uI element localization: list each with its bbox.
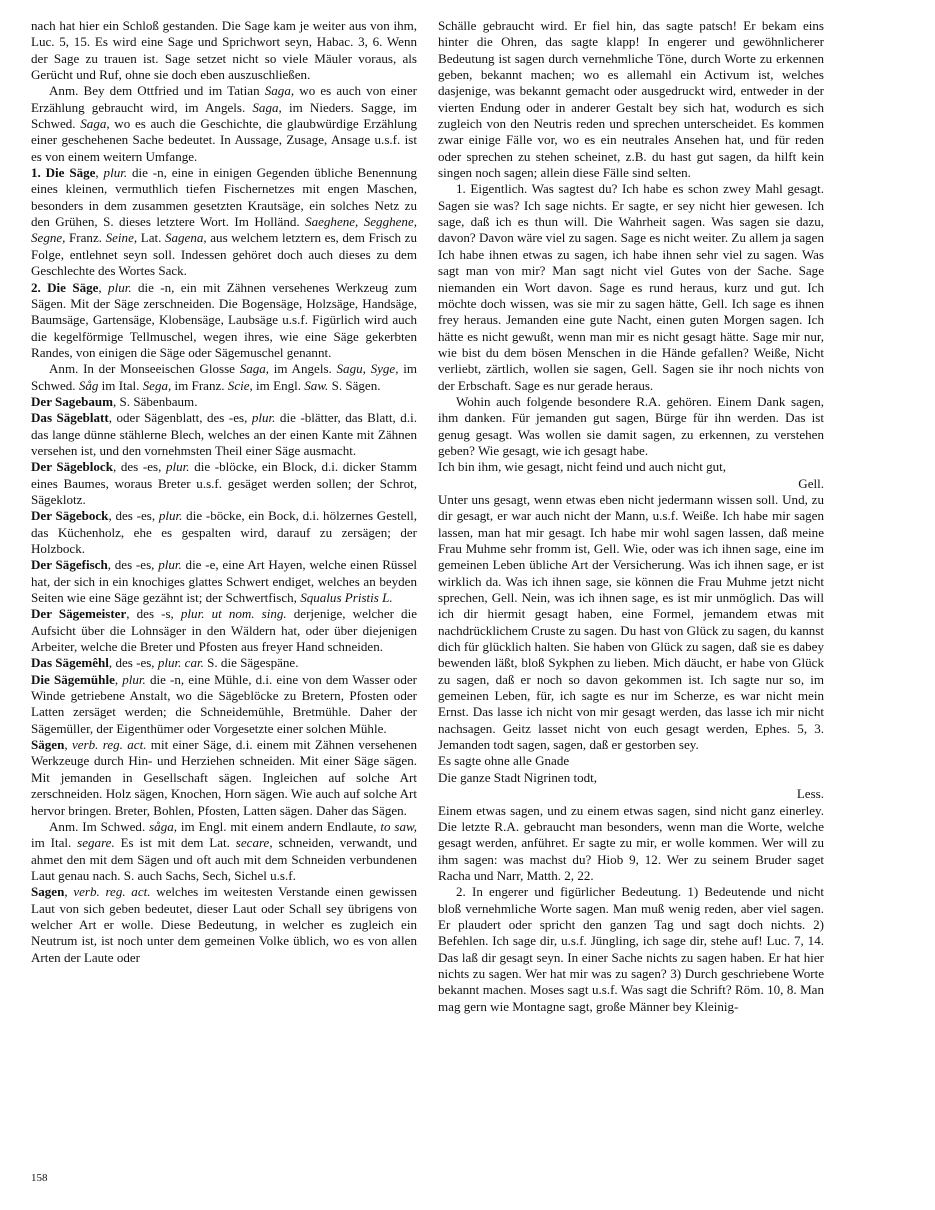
paragraph <box>31 459 417 508</box>
italic-text: Saga, <box>239 361 270 377</box>
headword: Die Sägemühle <box>31 671 115 687</box>
text-run: Anm. Im Schwed. <box>49 818 150 834</box>
paragraph <box>438 884 824 1015</box>
headword: Sägen <box>31 737 65 753</box>
text-run: mit einer Säge, d.i. einem mit Zähnen versehenen Werkzeuge durch Hin- und Herziehen schneiden. Mit einer Säge sägen. Mit jemanden in Gesellschaft sägen. Ingleichen auf solche Art zerschneiden. Holz sägen, Knochen, Horn sägen. Wie auch auf solche Art hervor bringen. Breter, Bohlen, Pfosten, Latten sägen. Daher das Sägen. <box>31 737 417 818</box>
italic-text: secare, <box>235 835 273 851</box>
italic-text: plur. <box>108 279 132 295</box>
headword: Der Sagebaum <box>31 393 114 409</box>
text-run: , <box>98 279 109 295</box>
text-run: Es ist mit dem Lat. <box>114 835 236 851</box>
text-run: Schälle gebraucht wird. Er fiel hin, das sagte patsch! Er bekam eins hinter die Ohren, das sagte klapp! In engerer und gewöhnlicherer Bedeutung ist sagen durch vernehmliche Töne, durch Worte zu erkennen geben, bekannt machen; wo es allemahl ein Activum ist, welches dasjenige, was bekannt gemacht oder ausgedruckt wird, entweder in der vierten Endung oder in anderer Gestalt bey sich hat, wodurch es sich zugleich von den Neutris reden und sprechen unterscheidet. Es kommen zwar einige Fälle vor, wo es ein neutrales Ansehen hat, und für reden oder sprechen zu stehen scheinet, z.B. du hast gut sagen, da hilft kein singen noch sagen; allein diese Fälle sind selten. <box>438 18 824 181</box>
text-run: im Ital. <box>31 835 78 851</box>
text-run: S. die Sägespäne. <box>203 655 299 671</box>
italic-text: Saw. <box>304 377 329 393</box>
text-run: , <box>114 671 123 687</box>
text-run: die -blöcke, ein Block, d.i. dicker Stamm eines Baumes, woraus Breter u.s.f. gesäget werden sollen; der Schrot, Sägeklotz. <box>31 459 417 507</box>
headword: Der Sägeblock <box>31 459 113 475</box>
headword: Das Sägemêhl <box>31 655 109 671</box>
text-run: , des -es, <box>108 655 158 671</box>
italic-text: Saga, <box>264 83 295 99</box>
italic-text: Såg <box>78 377 99 393</box>
page-number: 158 <box>31 1172 48 1184</box>
italic-text: plur. car. <box>157 655 204 671</box>
paragraph <box>31 672 417 737</box>
paragraph <box>438 18 824 181</box>
italic-text: plur. <box>103 165 128 181</box>
left-column <box>31 18 417 966</box>
italic-text: to saw, <box>380 818 418 834</box>
paragraph <box>31 606 417 655</box>
paragraph <box>438 181 824 393</box>
paragraph <box>31 819 417 884</box>
text-run: 2. In engerer und figürlicher Bedeutung. 1) Bedeutende und nicht bloß vernehmliche Worte sagen. Man muß wenig reden, aber viel sagen. Er plaudert oder spricht den ganzen Tag und sagt doch nichts. 2) Befehlen. Ich sage dir, u.s.f. Jüngling, ich sage dir, stehe auf! Luc. 7, 14. Das laß dir gesagt seyn. In einer Sache nichts zu sagen haben. Er hat hier nichts zu sagen. Wer hat mir was zu sagen? 3) Durch geschriebene Worte bekannt machen. Moses sagt u.s.f. Was sagt die Schrift? Röm. 10, 8. Man mag gern wie Montagne sagt, große Männer bey Kleinig- <box>438 884 824 1014</box>
paragraph <box>31 410 417 459</box>
text-run: im Ital. <box>98 377 143 393</box>
text-run: Franz. <box>65 230 106 246</box>
italic-text: Scie, <box>227 377 253 393</box>
text-run: , <box>64 884 74 900</box>
text-run: die -blätter, das Blatt, d.i. das lange dünne stählerne Blech, welches an der einen Kante mit Zähnen versehen ist, und den vornehmsten Theil einer Säge ausmacht. <box>31 410 417 458</box>
text-run: Die ganze Stadt Nigrinen todt, <box>438 769 598 785</box>
paragraph <box>438 394 824 459</box>
paragraph <box>31 280 417 362</box>
italic-text: plur. <box>122 671 146 687</box>
italic-text: Sagena, <box>164 230 207 246</box>
text-run: die -n, eine in einigen Gegenden übliche Benennung eines kleinen, vermuthlich tiefen Fischernetzes mit engen Maschen, besonders in dem zusammen gesetzten Krautsäge, ein solches Netz zu den Grühen, S. dieses letztere Wort. Im Holländ. <box>31 165 417 230</box>
italic-text: Saga, <box>80 116 110 132</box>
italic-text: Sagu, Syge, <box>336 361 399 377</box>
italic-text: Saga, <box>252 99 282 115</box>
italic-text: verb. reg. act. <box>71 737 147 753</box>
citation <box>438 476 824 492</box>
paragraph <box>31 508 417 557</box>
text-run: Es sagte ohne alle Gnade <box>438 753 570 769</box>
italic-text: plur. ut nom. sing. <box>180 606 287 622</box>
paragraph <box>31 557 417 606</box>
verse-line <box>438 770 824 786</box>
verse-line <box>438 753 824 769</box>
text-run: Anm. In der Monseeischen Glosse <box>49 361 240 377</box>
text-run: im Engl. mit einem andern Endlaute, <box>177 818 381 834</box>
paragraph <box>31 361 417 394</box>
italic-text: plur. <box>158 557 182 573</box>
verse-line <box>438 459 824 475</box>
text-run: im Franz. <box>171 377 228 393</box>
text-run: derjenige, welcher die Aufsicht über die Lohnsäger in den Wäldern hat, oder über diejenigen Arbeiter, welche die Breter und Pfosten aus freyer Hand schneiden. <box>31 606 417 655</box>
italic-text: Seine, <box>105 230 138 246</box>
paragraph <box>31 83 417 165</box>
text-run: die -n, eine Mühle, d.i. eine von dem Wasser oder Winde getriebene Anstalt, wo die Sägeblöcke zu Bretern, Pfosten oder Latten zersäget werden; die Schneidemühle, Bretmühle. Daher der Sägemüller, der Eigenthümer oder Vorgesetzte einer solchen Mühle. <box>31 671 417 736</box>
text-run: im Schwed. <box>31 361 418 393</box>
text-run: Gell. <box>798 475 824 491</box>
text-run: im Nieders. Sagge, im Schwed. <box>31 99 418 132</box>
text-run: , des -es, <box>112 459 166 475</box>
text-run: 1. Eigentlich. Was sagtest du? Ich habe es schon zwey Mahl gesagt. Sagen sie was? Ich sage nichts. Er sagte, er sey nicht hier gewesen. Ich sage, daß ich es thun will. Die Wahrheit sagen. Was sagen sie dazu, davon? Davon wäre viel zu sagen. Sage es nicht weiter. Zu allem ja sagen Ich habe ihnen etwas zu sagen, ich habe ihnen sehr viel zu sagen. Was sagt man von mir? Man sagt nicht viel Gutes von der Sache. Sage niemanden ein Wort davon. Sage es rund heraus, kurz und gut. Ich möchte doch wissen, was sie mir zu sagen hätte, Gell. Ich sage es ihnen frey heraus. Jemanden eine gute Nacht, einen guten Morgen sagen. Ich hätte es nicht gewußt, wenn man mir es nicht gesagt hätte. Sage mir nur, wie bist du dem bösen Menschen in die Hände gefallen? Weiße, Nicht verliebt, zärtlich, wollen sie sagen, Gell. Sagen sie ihr noch nichts von der Erbschaft. Sage es nur gerade heraus. <box>438 181 824 393</box>
text-run: Einem etwas sagen, und zu einem etwas sagen, sind nicht ganz einerley. Die letzte R.A. gebraucht man besonders, wenn man die Worte, welche gesagt werden, anführet. Er sagte zu mir, er wolle kommen. Wer will zu ihm sagen: was machst du? Hiob 9, 12. Wer zu seinem Bruder saget Racha und Narr, Matth. 2, 22. <box>438 802 824 883</box>
headword: Der Sägefisch <box>31 557 108 573</box>
italic-text: segare. <box>77 835 115 851</box>
text-run: S. Sägen. <box>328 377 381 393</box>
text-run: welches im weitesten Verstande einen gewissen Laut von sich geben bedeutet, dieser Laut oder Schall sey übrigens von welcher Art er wolle. Diese Bedeutung, in welcher es zugleich ein Neutrum ist, ist noch unter dem gemeinen Volke üblich, wo es von allen Arten der Laute oder <box>31 884 417 965</box>
text-run: Ich bin ihm, wie gesagt, nicht feind und auch nicht gut, <box>438 459 727 475</box>
paragraph <box>31 737 417 819</box>
text-run: Anm. Bey dem Ottfried und im Tatian <box>49 83 265 99</box>
italic-text: såga, <box>149 818 178 834</box>
text-run: die -e, eine Art Hayen, welche einen Rüssel hat, der sich in ein knochiges glattes Schwert endiget, welches an beyden Seiten wie eine Säge gezähnt ist; der Schwertfisch, <box>31 557 417 606</box>
right-column <box>438 18 824 1015</box>
paragraph <box>31 884 417 966</box>
text-run: Wohin auch folgende besondere R.A. gehören. Einem Dank sagen, ihm danken. Für jemanden gut sagen, Bürge für ihn werden. Das ist genug gesagt. Was wollen sie damit sagen, zu erkennen, zu verstehen geben? Wie gesagt, wie ich gesagt habe. <box>438 393 824 458</box>
text-run: , <box>95 165 104 181</box>
italic-text: Sega, <box>142 377 172 393</box>
italic-text: plur. <box>158 508 183 524</box>
text-run: wo es auch von einer Erzählung gebraucht wird, im Angels. <box>31 83 417 115</box>
headword: 2. Die Säge <box>31 279 99 295</box>
citation <box>438 786 824 802</box>
headword: Der Sägebock <box>31 508 109 524</box>
paragraph <box>31 165 417 279</box>
paragraph <box>31 18 417 83</box>
italic-text: Squalus Pristis L. <box>300 590 393 606</box>
italic-text: plur. <box>251 410 276 426</box>
paragraph <box>438 492 824 754</box>
headword: 1. Die Säge <box>31 165 96 181</box>
italic-text: plur. <box>166 459 190 475</box>
text-run: , <box>64 737 72 753</box>
text-run: im Engl. <box>252 377 305 393</box>
italic-text: Saeghene, Segghene, Segne, <box>31 214 417 246</box>
text-run: , S. Säbenbaum. <box>113 393 198 409</box>
text-run: aus welchem letztern es, dem Frisch zu Folge, entlehnet seyn soll. Indessen gehöret doch auch dieses zu dem Geschlechte des Wortes Sack. <box>31 230 417 279</box>
text-run: Lat. <box>137 230 165 246</box>
text-run: , des -es, <box>108 508 159 524</box>
headword: Der Sägemeister <box>31 606 127 622</box>
paragraph <box>438 803 824 885</box>
text-run: nach hat hier ein Schloß gestanden. Die Sage kam je weiter aus von ihm, Luc. 5, 15. Es wird eine Sage und Sprichwort seyn, Habac. 3, 6. Wenn der Sage zu trauen ist. Sage setzet nicht so viele Mäuler voraus, als Gerücht und Ruf, ohne sie doch eben auszuschließen. <box>31 18 417 83</box>
text-run: Unter uns gesagt, wenn etwas eben nicht jedermann wissen soll. Und, zu dir gesagt, er war auch nicht der Mann, u.s.f. Weiße. Ich habe mir sagen lassen, man hat mir gesagt. Ich habe mir wohl sagen lassen, daß meine Frau Muhme sehr fromm ist, Gell. Wie, oder was ich ihnen sage, eine im gemeinen Leben übliche Art der Versicherung. Was ich ihnen sage, er ist wirklich da. Was ich ihnen sage, sie können die Frau Muhme jetzt nicht sprechen, Gell. Nein, was ich ihnen sage, es ist mir unmöglich. Das will ich dir hiermit gesagt haben, eine Formel, jemandem etwas mit nachdrücklichem Cruste zu sagen. Du hast von Glück zu sagen, du kannst dich für glücklich halten. Sie haben von Glück zu sagen, daß sie es dabey bewenden läßt, bloß Sykphen zu lieben. Mich däucht, er habe von Glück zu sagen, daß er noch so davon gekommen ist. Ich sagte nur so, im gemeinen Leben, für, ich sagte es nur im Scherze, es war nicht mein Ernst. Das lasse ich nicht von mir gesagt werden, das lasse ich mir nicht nachsagen. Geitz lasset nicht von euch gesagt werden, Ephes. 5, 3. Jemanden todt sagen, sagen, daß er gestorben sey. <box>438 491 824 753</box>
text-run: , oder Sägenblatt, des -es, <box>108 410 252 426</box>
text-run: die -böcke, ein Bock, d.i. hölzernes Gestell, das Küchenholz, ehe es gespalten wird, darauf zu zersägen; der Holzbock. <box>31 508 418 556</box>
paragraph <box>31 655 417 671</box>
text-run: , des -es, <box>107 557 159 573</box>
headword: Sagen <box>31 884 65 900</box>
headword: Das Sägeblatt <box>31 410 109 426</box>
text-run: schneiden, verwandt, und ahmet den mit dem Sägen und oft auch mit dem Schneiden verbundenen Laut genau nach. S. auch Sachs, Sech, Sichel u.s.f. <box>31 835 418 883</box>
text-run: im Angels. <box>269 361 337 377</box>
text-run: wo es auch die Geschichte, die glaubwürdige Erzählung einer geschehenen Sache bedeutet. In Aussage, Zusage, Ansage u.s.f. ist es von einem weitern Umfange. <box>31 116 417 164</box>
text-run: Less. <box>796 786 824 802</box>
text-run: , des -s, <box>126 606 181 622</box>
paragraph <box>31 394 417 410</box>
text-run: die -n, ein mit Zähnen versehenes Werkzeug zum Sägen. Mit der Säge zerschneiden. Die Bogensäge, Holzsäge, Handsäge, Baumsäge, Gartensäge, Klobensäge, Laubsäge u.s.f. Figürlich wird auch die kegelförmige Tellmuschel, wegen ihres, wie eine Säge gekerbten Randes, von einigen die Säge oder Sägemuschel genannt. <box>31 279 417 360</box>
italic-text: verb. reg. act. <box>73 884 151 900</box>
